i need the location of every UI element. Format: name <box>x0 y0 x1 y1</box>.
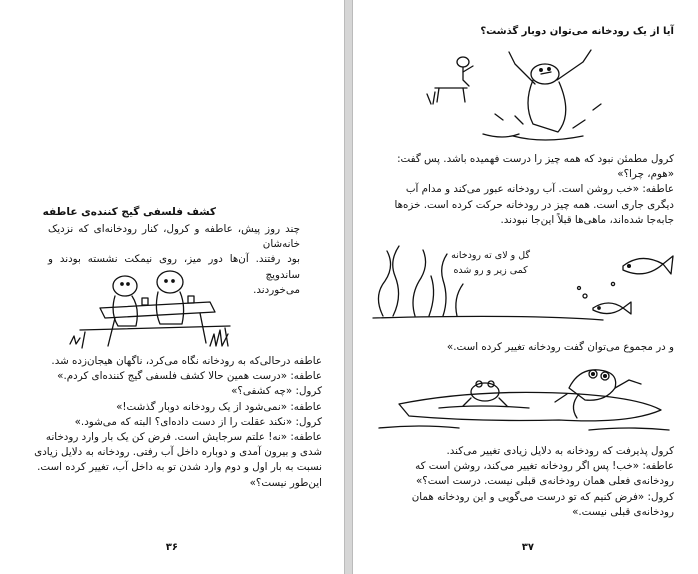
paragraph-1 <box>372 152 674 228</box>
right-book-page <box>352 0 698 574</box>
text-line: نسبت به بار اول و دوم وارد شدن تو به داخل آب، تغییر کرده است. <box>37 461 322 474</box>
illustration-caption <box>451 248 530 278</box>
text-line: کرول: «نکند عقلت را از دست داده‌ای؟ البته که می‌شود.» <box>74 415 322 428</box>
text-line: کرول مطمئن نبود که همه چیز را درست فهمیده باشد. پس گفت: <box>397 153 674 165</box>
caption-line: کمی زیر و رو شده <box>453 265 528 276</box>
text-line: کرول پذیرفت که رودخانه به دلایل زیادی تغییر می‌کند. <box>446 445 674 457</box>
text-line: رودخانه‌ی قبلی نیست.» <box>572 505 674 518</box>
running-header: آیا از یک رودخانه می‌توان دوبار گذشت؟ <box>480 26 674 37</box>
text-line: کرول: «چه کشفی؟» <box>231 385 322 398</box>
paragraph-3 <box>372 444 674 520</box>
text-line: می‌خوردند. <box>253 283 300 296</box>
book-gutter <box>345 0 352 574</box>
text-line: «هوم، چرا؟» <box>617 168 674 181</box>
text-line: چند روز پیش، عاطفه و کرول، کنار رودخانه‌ای که نزدیک خانه‌شان <box>48 223 300 251</box>
page-number: ۳۷ <box>521 542 534 553</box>
caption-line: گل و لای ته رودخانه <box>451 250 530 261</box>
text-line: بود رفتند. آن‌ها دور میز، روی نیمکت نشسته بودند و ساندویچ <box>48 253 300 281</box>
picnic-table-illustration <box>70 268 240 348</box>
text-line: این‌طور نیست؟» <box>249 476 322 489</box>
text-line: رودخانه‌ی فعلی همان رودخانه‌ی قبلی نیست. درست است؟» <box>415 475 674 488</box>
text-line: عاطفه: «نه! علتم سرجایش است. فرض کن یک بار وارد رودخانه <box>45 431 322 444</box>
text-line: و در مجموع می‌توان گفت رودخانه تغییر کرده است.» <box>446 341 674 353</box>
text-line: جابه‌جا شده‌اند، ماهی‌ها قبلاً این‌جا نبودند. <box>500 213 674 226</box>
text-line: عاطفه: «درست همین حالا کشف فلسفی گیج کننده‌ای کردم.» <box>57 370 322 383</box>
section-heading: کشف فلسفی گیج کننده‌ی عاطفه <box>42 206 216 218</box>
text-line: عاطفه: «خب روشن است. آب رودخانه عبور می‌کند و مدام آب <box>405 183 674 196</box>
text-line: عاطفه درحالی‌که به رودخانه نگاه می‌کرد، ناگهان هیجان‌زده شد. <box>51 355 322 367</box>
paragraph-2 <box>372 340 674 355</box>
text-line: عاطفه: «نمی‌شود از یک رودخانه دوبار گذشت!» <box>116 400 322 413</box>
left-book-page <box>0 0 345 574</box>
text-line: شدی و بیرون آمدی و دوباره داخل آب رفتی. رودخانه به دلایل زیادی <box>34 446 322 459</box>
frogs-on-log-illustration <box>379 358 679 438</box>
jumping-man-illustration <box>423 44 623 144</box>
text-line: دیگری جاری است. همه چیز در رودخانه حرکت کرده است. خزه‌ها <box>394 198 674 211</box>
page-number: ۳۶ <box>165 542 178 553</box>
text-line: کرول: «فرض کنیم که تو درست می‌گویی و این رودخانه همان <box>411 490 674 503</box>
text-line: عاطفه: «خب! پس اگر رودخانه تغییر می‌کند، روشن است که <box>415 460 674 473</box>
dialogue-block <box>20 354 322 491</box>
